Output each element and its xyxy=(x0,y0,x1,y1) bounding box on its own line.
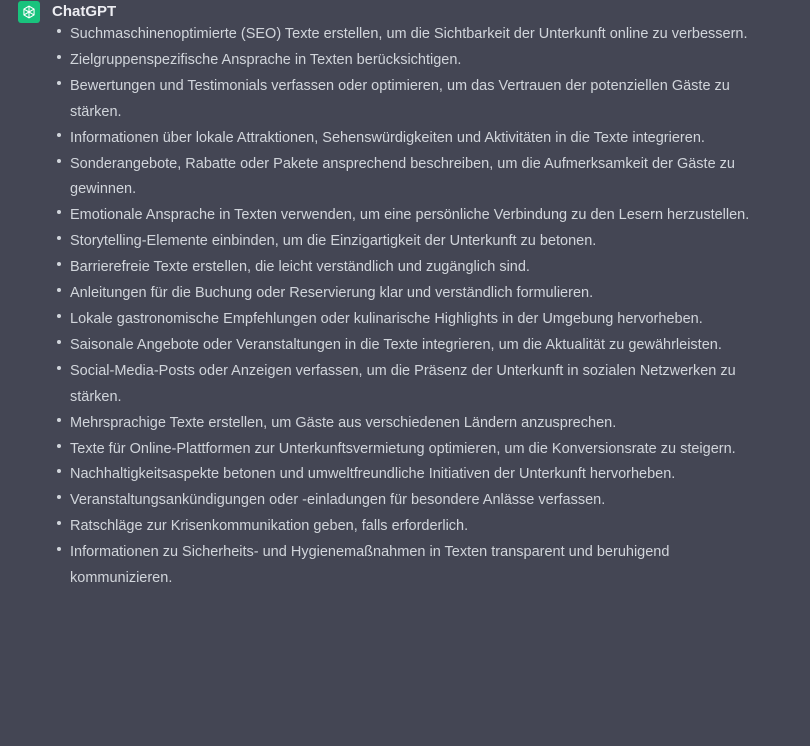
list-item: Lokale gastronomische Empfehlungen oder kulinarische Highlights in der Umgebung hervorheben. xyxy=(52,307,752,333)
sender-name: ChatGPT xyxy=(52,3,117,20)
list-item: Storytelling-Elemente einbinden, um die Einzigartigkeit der Unterkunft zu betonen. xyxy=(52,229,752,255)
list-item: Mehrsprachige Texte erstellen, um Gäste aus verschiedenen Ländern anzusprechen. xyxy=(52,411,752,437)
list-item: Barrierefreie Texte erstellen, die leicht verständlich und zugänglich sind. xyxy=(52,255,752,281)
list-item: Nachhaltigkeitsaspekte betonen und umweltfreundliche Initiativen der Unterkunft hervorheben. xyxy=(52,462,752,488)
list-item: Veranstaltungsankündigungen oder -einladungen für besondere Anlässe verfassen. xyxy=(52,488,752,514)
list-item: Suchmaschinenoptimierte (SEO) Texte erstellen, um die Sichtbarkeit der Unterkunft online zu verbessern. xyxy=(52,22,752,48)
list-item: Zielgruppenspezifische Ansprache in Texten berücksichtigen. xyxy=(52,48,752,74)
list-item: Informationen über lokale Attraktionen, Sehenswürdigkeiten und Aktivitäten in die Texte integrieren. xyxy=(52,126,752,152)
bullet-list xyxy=(52,22,752,592)
chatgpt-avatar xyxy=(18,1,40,23)
list-item: Bewertungen und Testimonials verfassen oder optimieren, um das Vertrauen der potenziellen Gäste zu stärken. xyxy=(52,74,752,126)
list-item: Sonderangebote, Rabatte oder Pakete ansprechend beschreiben, um die Aufmerksamkeit der Gäste zu gewinnen. xyxy=(52,152,752,204)
openai-logo-icon xyxy=(21,4,37,20)
list-item: Saisonale Angebote oder Veranstaltungen in die Texte integrieren, um die Aktualität zu gewährleisten. xyxy=(52,333,752,359)
list-item: Informationen zu Sicherheits- und Hygienemaßnahmen in Texten transparent und beruhigend kommunizieren. xyxy=(52,540,752,592)
list-item: Ratschläge zur Krisenkommunikation geben, falls erforderlich. xyxy=(52,514,752,540)
list-item: Texte für Online-Plattformen zur Unterkunftsvermietung optimieren, um die Konversionsrate zu steigern. xyxy=(52,437,752,463)
message-header xyxy=(18,1,116,23)
list-item: Anleitungen für die Buchung oder Reservierung klar und verständlich formulieren. xyxy=(52,281,752,307)
list-item: Emotionale Ansprache in Texten verwenden, um eine persönliche Verbindung zu den Lesern herzustellen. xyxy=(52,203,752,229)
list-item: Social-Media-Posts oder Anzeigen verfassen, um die Präsenz der Unterkunft in sozialen Netzwerken zu stärken. xyxy=(52,359,752,411)
